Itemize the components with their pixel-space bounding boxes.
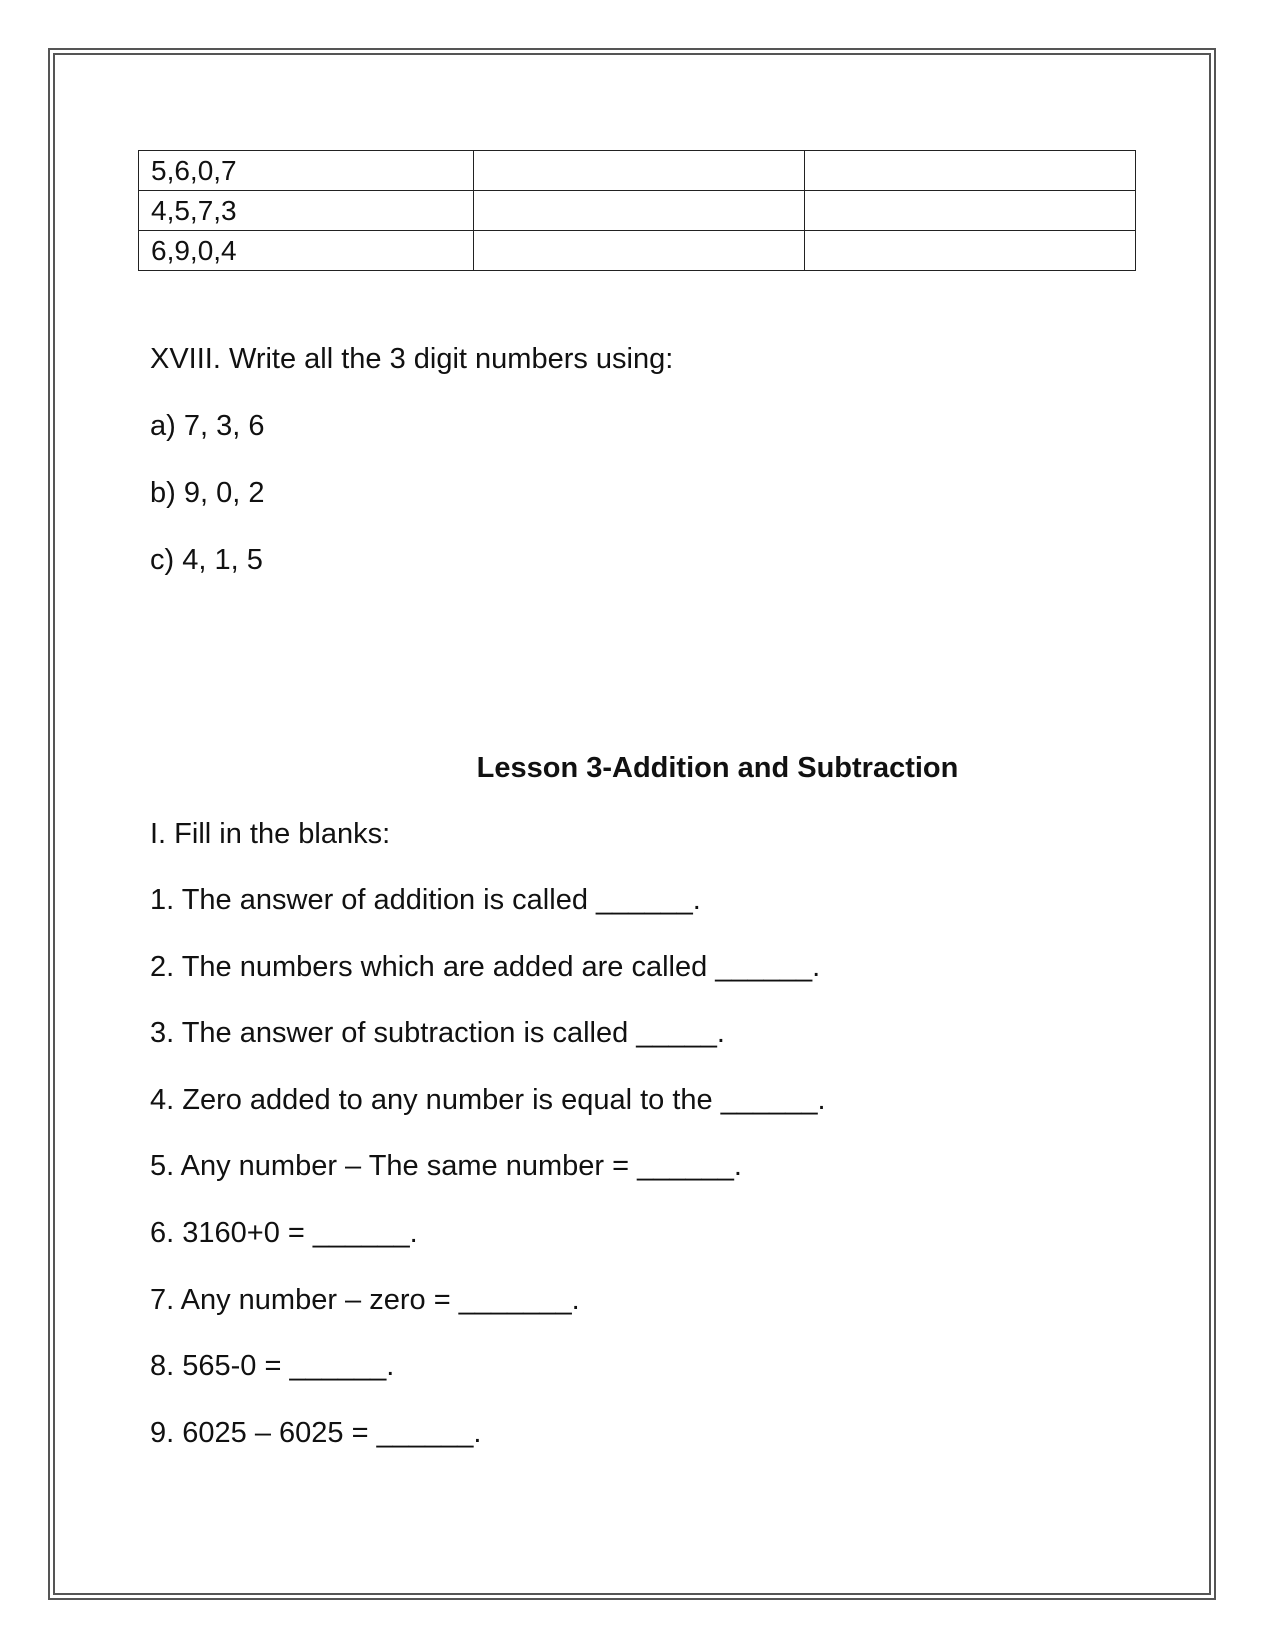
table-row bbox=[139, 151, 1136, 191]
table-row bbox=[139, 191, 1136, 231]
table-cell: 6,9,0,4 bbox=[139, 231, 474, 271]
question-item: 9. 6025 – 6025 = ______. bbox=[150, 1417, 482, 1449]
question-item: 8. 565-0 = ______. bbox=[150, 1350, 395, 1382]
question-item: 5. Any number – The same number = ______. bbox=[150, 1150, 742, 1182]
list-item: a) 7, 3, 6 bbox=[150, 410, 265, 442]
table-cell[interactable] bbox=[804, 151, 1135, 191]
question-item: 4. Zero added to any number is equal to the ______. bbox=[150, 1084, 826, 1116]
list-item: b) 9, 0, 2 bbox=[150, 477, 265, 509]
table-cell[interactable] bbox=[804, 191, 1135, 231]
lesson-title: Lesson 3-Addition and Subtraction bbox=[476, 752, 959, 784]
table-cell[interactable] bbox=[473, 191, 804, 231]
digits-table bbox=[138, 150, 1136, 271]
table-cell[interactable] bbox=[473, 231, 804, 271]
table-cell: 4,5,7,3 bbox=[139, 191, 474, 231]
table-row bbox=[139, 231, 1136, 271]
list-item: c) 4, 1, 5 bbox=[150, 544, 263, 576]
section-xviii-heading: XVIII. Write all the 3 digit numbers using: bbox=[150, 343, 674, 375]
lesson-instruction: I. Fill in the blanks: bbox=[150, 818, 391, 850]
question-item: 7. Any number – zero = _______. bbox=[150, 1284, 580, 1316]
question-item: 2. The numbers which are added are called ______. bbox=[150, 951, 821, 983]
question-item: 3. The answer of subtraction is called _____. bbox=[150, 1017, 725, 1049]
table-cell: 5,6,0,7 bbox=[139, 151, 474, 191]
table-cell[interactable] bbox=[473, 151, 804, 191]
question-item: 6. 3160+0 = ______. bbox=[150, 1217, 418, 1249]
question-item: 1. The answer of addition is called ______. bbox=[150, 884, 701, 916]
table-cell[interactable] bbox=[804, 231, 1135, 271]
